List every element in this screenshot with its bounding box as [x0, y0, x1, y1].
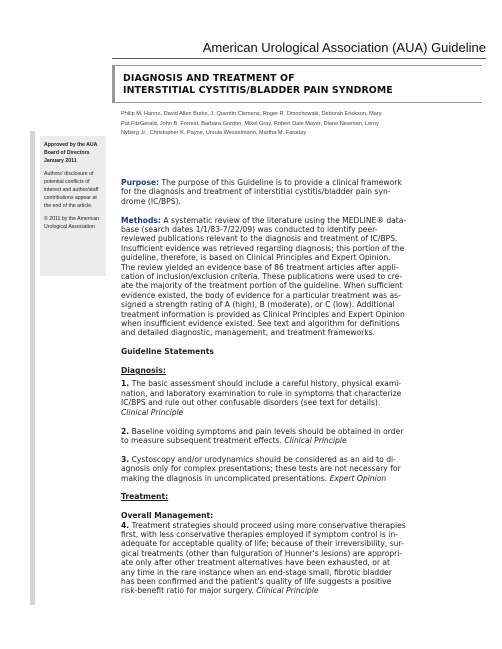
approval-sidebar: [40, 136, 106, 276]
methods-text: Insufficient evidence was retrieved regarding diagnosis; this portion of the: [121, 243, 405, 253]
purpose-label: Purpose:: [121, 178, 160, 187]
statement-text: to measure subsequent treatment effects.: [121, 435, 282, 445]
methods-text: ate the majority of the treatment portion of the guideline. When sufficient: [121, 281, 403, 291]
statement-text: first, with less conservative therapies employed if symptom control is in-: [121, 529, 398, 539]
statement-1: [121, 379, 493, 417]
author-line: Pat FitzGerald, John B. Forrest, Barbara Gordon, Mikel Gray, Robert Dale Mayer, Diane Newman, Leroy: [121, 120, 379, 127]
disclosure-line: Authors' disclosure of: [44, 170, 94, 177]
methods-text: signed a strength rating of A (high), B (moderate), or C (low). Additional: [121, 300, 395, 310]
methods-text: when insufficient evidence existed. See text and algorithm for definitions: [121, 319, 400, 329]
author-line: Philip M. Hanno, David Allen Burks, J. Quentin Clemens, Roger R. Dmochowski, Deborah Erickson, Mary: [121, 111, 382, 117]
title-line-2: INTERSTITIAL CYSTITIS/BLADDER PAIN SYNDROME: [123, 85, 393, 96]
purpose-text: drome (IC/BPS).: [121, 196, 181, 206]
methods-text: A systematic review of the literature using the MEDLINE® data-: [163, 215, 407, 225]
disclosure-line: potential conflicts of: [44, 178, 90, 185]
disclosure-line: the end of the article.: [44, 203, 93, 210]
statement-text: ate only after other treatment alternatives have been exhausted, or at: [121, 558, 391, 568]
guideline-statements-heading: Guideline Statements: [121, 347, 214, 357]
title-box: [112, 65, 482, 103]
statement-text: gical treatments (other than fulguration of Hunner's lesions) are appropri-: [121, 548, 403, 558]
methods-text: guideline, therefore, is based on Clinical Principles and Expert Opinion.: [121, 253, 391, 263]
approval-line: Board of Directors: [44, 150, 90, 157]
header-rule: [112, 58, 486, 59]
overall-management-heading: Overall Management:: [121, 511, 214, 521]
evidence-tag: Clinical Principle: [256, 586, 319, 596]
statement-text: Treatment strategies should proceed using more conservative therapies: [131, 520, 406, 530]
title-line-1: DIAGNOSIS AND TREATMENT OF: [123, 73, 295, 84]
disclosure-line: interest and author/staff: [44, 187, 99, 194]
methods-text: base (search dates 1/1/83-7/22/09) was conducted to identify peer-: [121, 225, 378, 235]
treatment-heading: Treatment:: [121, 492, 169, 502]
approval-line: Approved by the AUA: [44, 142, 98, 148]
statement-text: nation, and laboratory examination to rule in symptoms that characterize: [121, 388, 402, 398]
statement-number: 1.: [121, 379, 130, 389]
author-line: Nyberg Jr., Christopher K. Payne, Ursula Wesselmann, Martha M. Faraday: [121, 130, 307, 137]
evidence-tag: Clinical Principle: [121, 407, 184, 417]
statement-text: agnosis only for complex presentations; these tests are not necessary for: [121, 464, 401, 474]
statement-text: risk-benefit ratio for major surgery.: [121, 586, 254, 596]
evidence-tag: Expert Opinion: [329, 473, 387, 483]
statement-text: has been confirmed and the patient's quality of life suggests a positive: [121, 576, 392, 586]
statement-text: Baseline voiding symptoms and pain levels should be obtained in order: [131, 426, 404, 436]
purpose-paragraph: [121, 178, 493, 206]
diagnosis-heading: Diagnosis:: [121, 366, 166, 376]
methods-text: and detailed diagnostic, management, and treatment frameworks.: [121, 328, 376, 338]
statement-text: making the diagnosis in uncomplicated presentations.: [121, 473, 328, 483]
statement-text: any time in the rare instance when an end-stage small, fibrotic bladder: [121, 567, 392, 577]
methods-text: reviewed publications relevant to the diagnosis and treatment of IC/BPS.: [121, 234, 398, 244]
statement-number: 3.: [121, 454, 130, 464]
methods-text: cation of inclusion/exclusion criteria. These publications were used to cre-: [121, 272, 403, 282]
disclosure-line: contributions appear at: [44, 195, 97, 202]
purpose-text: The purpose of this Guideline is to provide a clinical framework: [161, 178, 402, 187]
guideline-body: [121, 178, 493, 596]
statement-text: Cystoscopy and/or urodynamics should be considered as an aid to di-: [131, 454, 396, 464]
approval-line: January 2011: [44, 158, 77, 165]
methods-text: The review yielded an evidence base of 86 treatment articles after appli-: [121, 262, 399, 272]
statement-4: [121, 511, 493, 596]
author-list: [121, 110, 486, 139]
methods-text: treatment information is provided as Clinical Principles and Expert Opinion: [121, 309, 405, 319]
methods-paragraph: [121, 216, 493, 338]
purpose-text: for the diagnosis and treatment of interstitial cystitis/bladder pain syn-: [121, 187, 391, 197]
organization-title: American Urological Association (AUA) Guideline: [202, 40, 486, 55]
copyright-line: © 2011 by the American: [44, 215, 100, 222]
statement-number: 4.: [121, 520, 130, 530]
methods-label: Methods:: [121, 215, 161, 225]
statement-text: IC/BPS and rule out other confusable disorders (see text for details).: [121, 398, 381, 408]
copyright-line: Urological Association: [44, 223, 95, 230]
statement-3: [121, 455, 493, 483]
statement-text: adequate for acceptable quality of life; because of their irreversibility, sur-: [121, 539, 404, 549]
side-rule: [30, 131, 35, 605]
statement-number: 2.: [121, 426, 130, 436]
methods-text: evidence existed, the body of evidence for a particular treatment was as-: [121, 290, 401, 300]
statement-text: The basic assessment should include a careful history, physical exami-: [131, 379, 402, 389]
statement-2: [121, 427, 493, 446]
evidence-tag: Clinical Principle: [284, 435, 347, 445]
